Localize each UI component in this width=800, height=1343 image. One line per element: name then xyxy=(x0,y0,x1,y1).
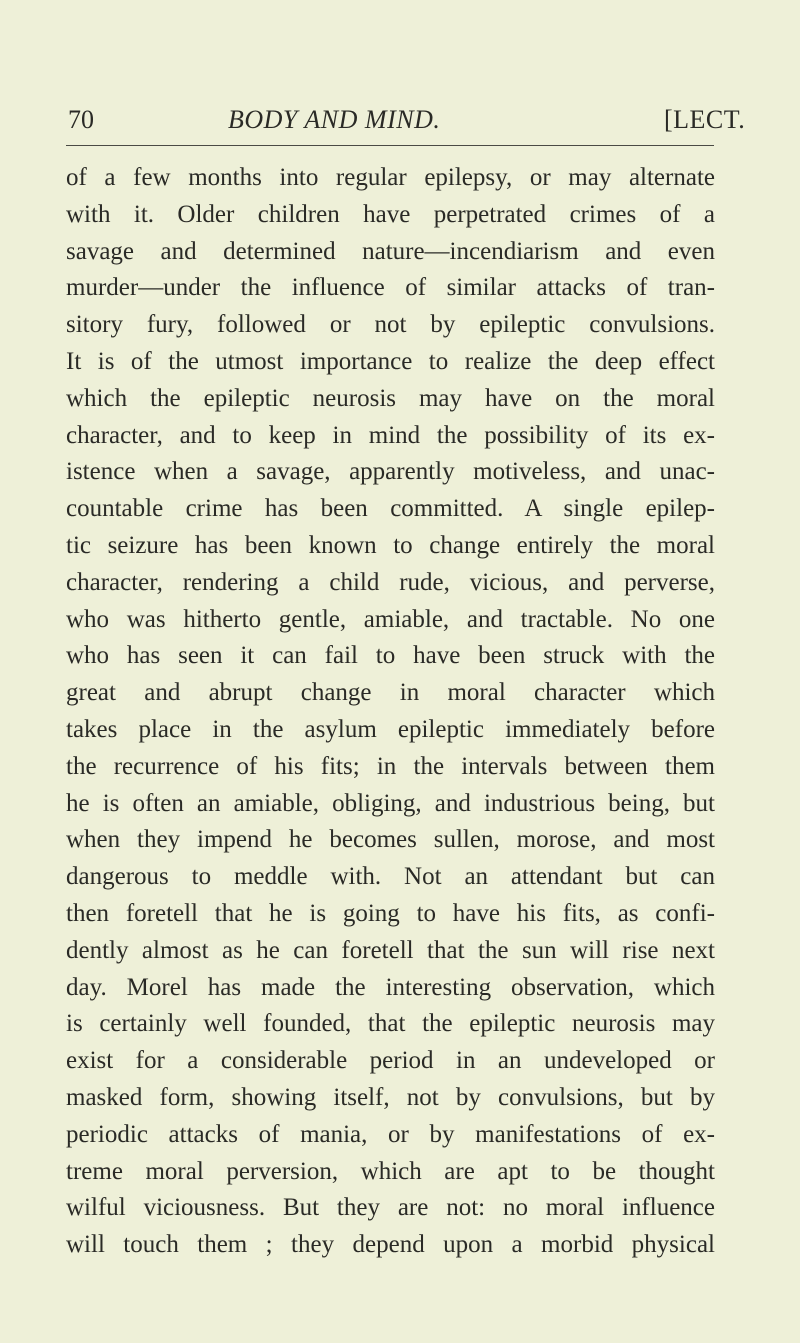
text-line: wilful viciousness. But they are not: no moral influence xyxy=(66,1194,715,1222)
text-line: savage and determined nature—incendiarism and even xyxy=(66,237,715,265)
text-line: character, and to keep in mind the possibility of its ex- xyxy=(66,421,715,449)
text-line: countable crime has been committed. A single epilep- xyxy=(66,495,715,523)
text-line: he is often an amiable, obliging, and industrious being, but xyxy=(66,789,715,817)
running-title: BODY AND MIND. xyxy=(228,105,441,134)
text-line: day. Morel has made the interesting observation, which xyxy=(66,973,715,1001)
page-number: 70 xyxy=(68,105,94,134)
text-line: the recurrence of his fits; in the intervals between them xyxy=(66,752,715,780)
header-rule xyxy=(66,145,714,146)
text-line: treme moral perversion, which are apt to be thought xyxy=(66,1157,715,1185)
text-line: character, rendering a child rude, vicious, and perverse, xyxy=(66,568,715,596)
text-line: sitory fury, followed or not by epileptic convulsions. xyxy=(66,311,715,339)
text-line: who has seen it can fail to have been struck with the xyxy=(66,642,715,670)
text-line: dangerous to meddle with. Not an attendant but can xyxy=(66,863,715,891)
text-line: great and abrupt change in moral character which xyxy=(66,679,715,707)
text-line: when they impend he becomes sullen, morose, and most xyxy=(66,826,715,854)
text-line: is certainly well founded, that the epileptic neurosis may xyxy=(66,1010,715,1038)
text-line: then foretell that he is going to have his fits, as confi- xyxy=(66,899,715,927)
text-line: istence when a savage, apparently motiveless, and unac- xyxy=(66,458,715,486)
running-head xyxy=(68,100,746,140)
text-line: periodic attacks of mania, or by manifestations of ex- xyxy=(66,1120,715,1148)
body-text xyxy=(66,160,715,1264)
text-line: takes place in the asylum epileptic immediately before xyxy=(66,715,715,743)
lecture-mark: [LECT. xyxy=(664,105,746,134)
text-line: will touch them ; they depend upon a morbid physical xyxy=(66,1231,715,1259)
text-line: dently almost as he can foretell that the sun will rise next xyxy=(66,936,715,964)
text-line: exist for a considerable period in an undeveloped or xyxy=(66,1047,715,1075)
text-line: which the epileptic neurosis may have on the moral xyxy=(66,384,715,412)
text-line: tic seizure has been known to change entirely the moral xyxy=(66,531,715,559)
text-line: of a few months into regular epilepsy, or may alternate xyxy=(66,164,715,191)
text-line: who was hitherto gentle, amiable, and tractable. No one xyxy=(66,605,715,633)
text-line: murder—under the influence of similar attacks of tran- xyxy=(66,274,715,302)
text-line: masked form, showing itself, not by convulsions, but by xyxy=(66,1083,715,1111)
text-line: It is of the utmost importance to realize the deep effect xyxy=(66,347,715,375)
text-line: with it. Older children have perpetrated crimes of a xyxy=(66,200,715,228)
